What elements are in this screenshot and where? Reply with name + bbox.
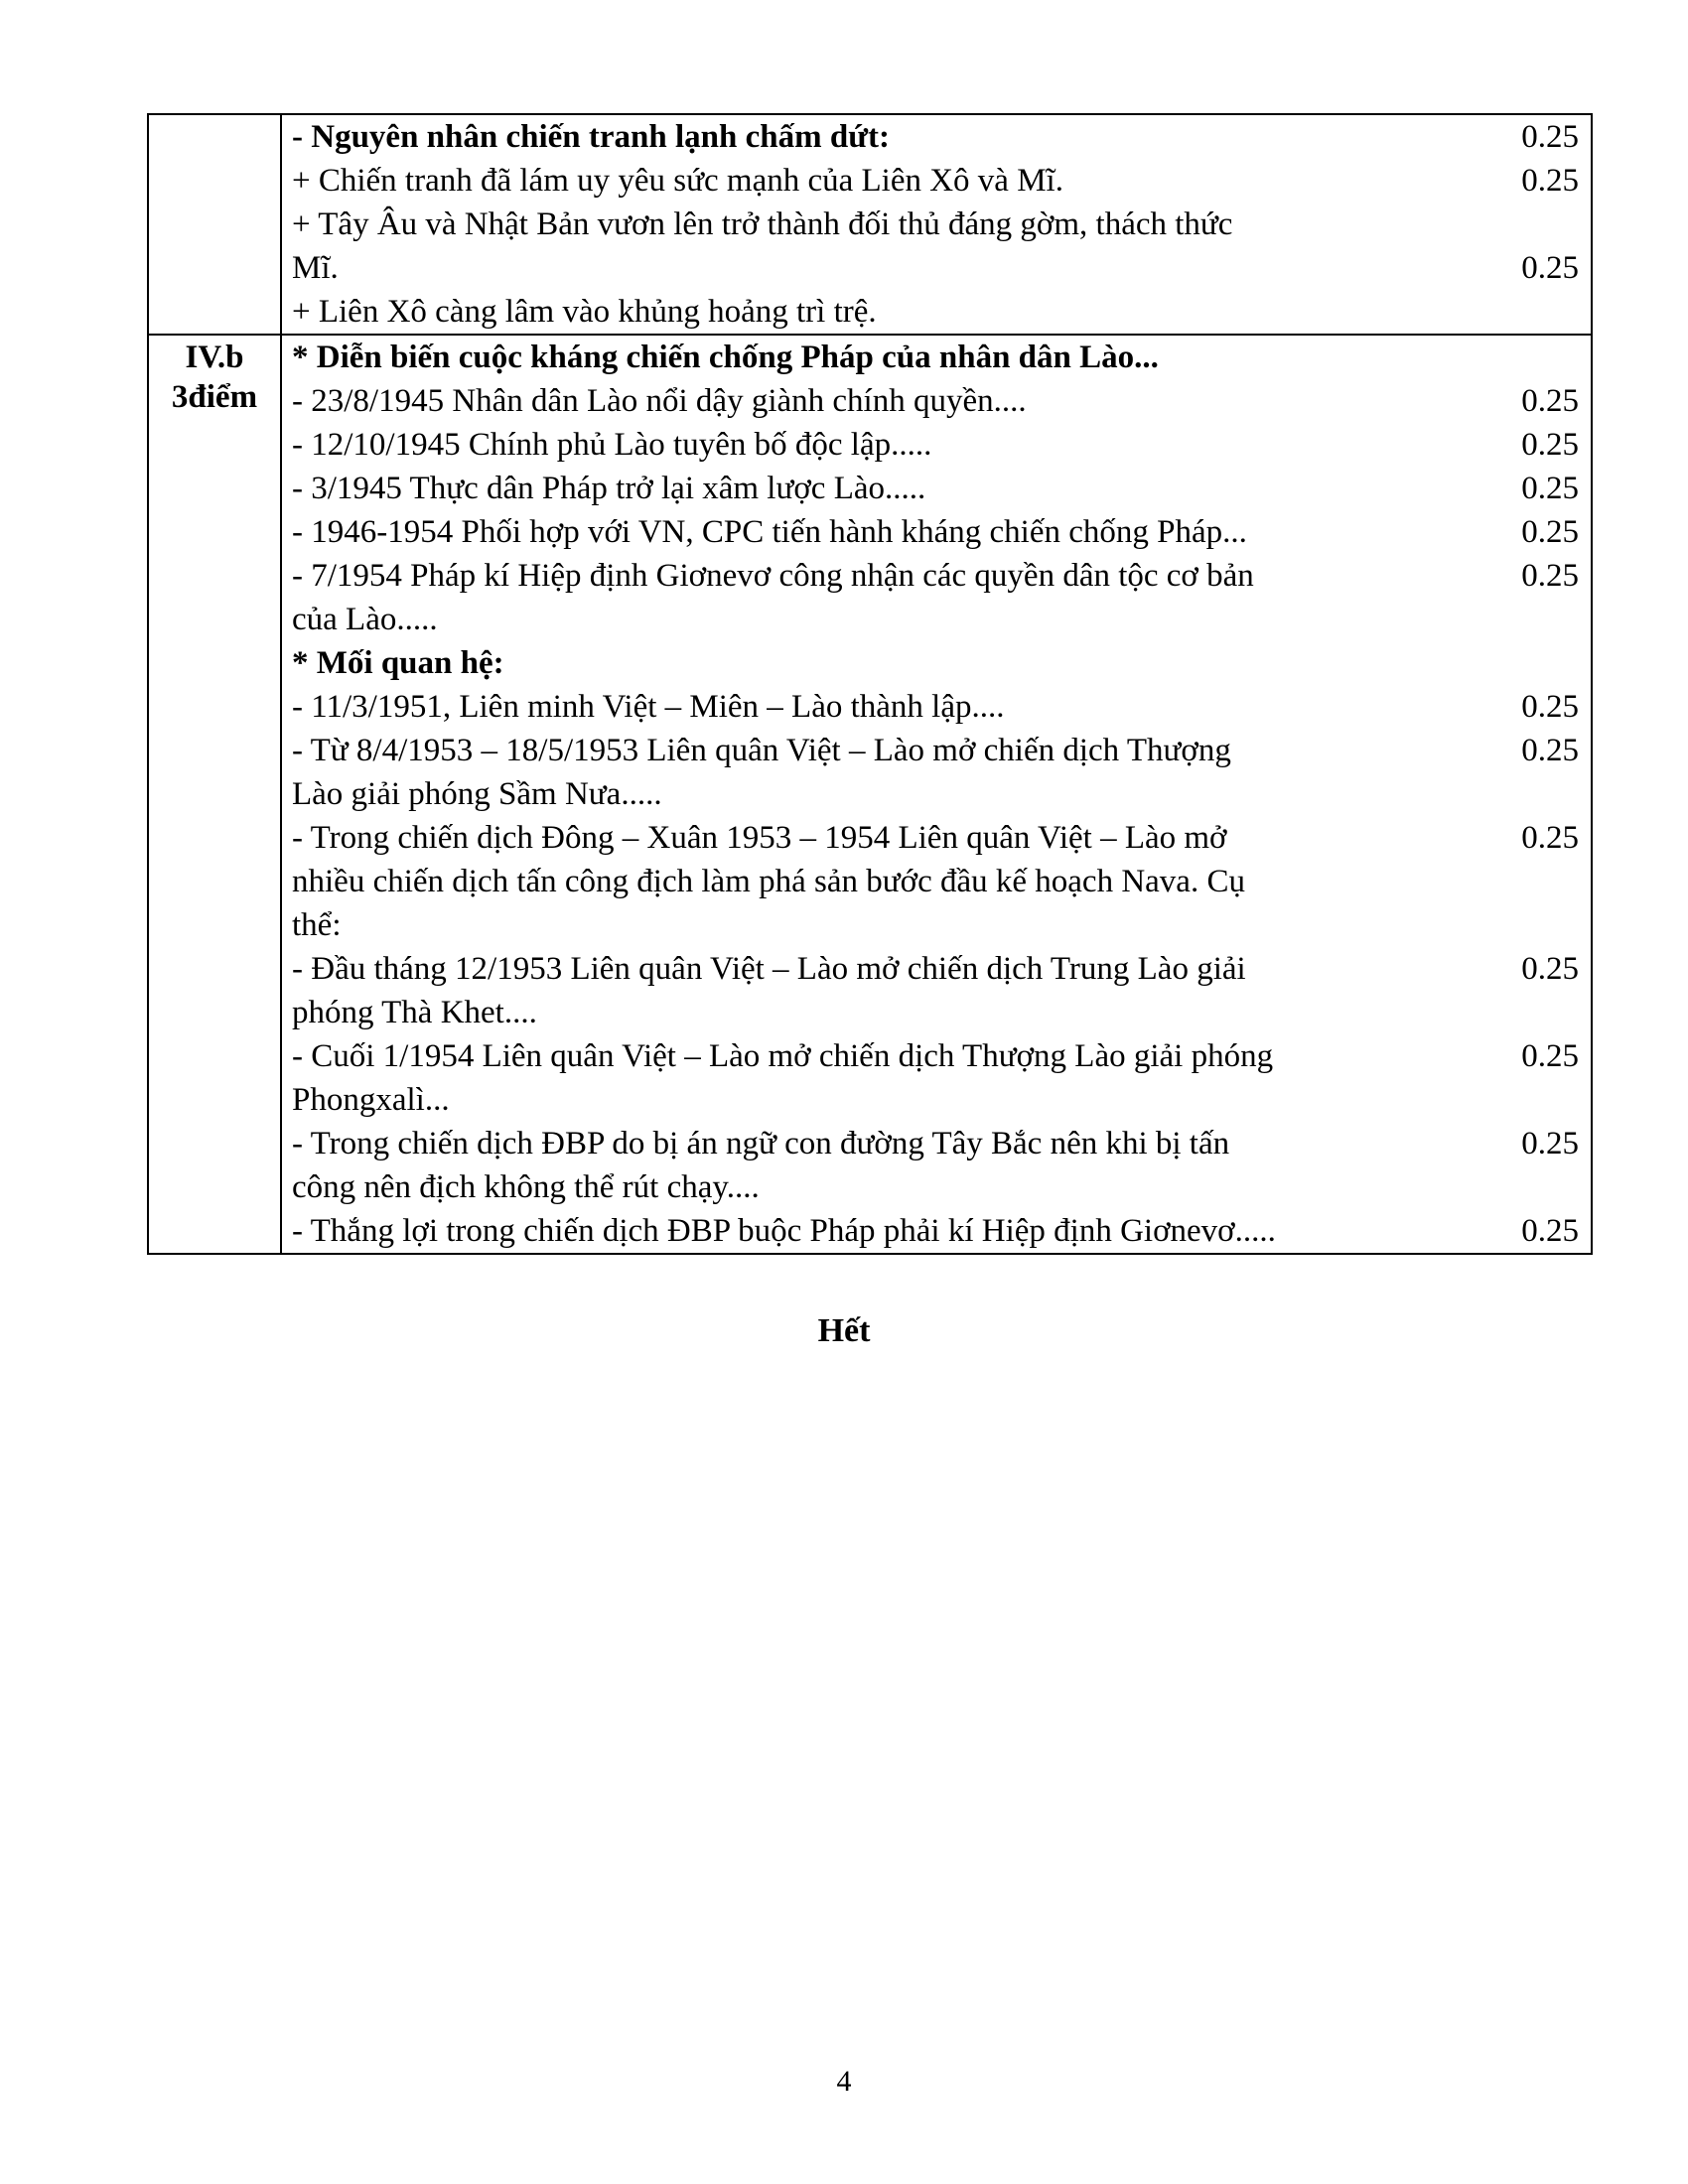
answer-text: thể: — [292, 907, 342, 943]
page-number: 4 — [836, 2065, 852, 2098]
answer-text: - 1946-1954 Phối hợp với VN, CPC tiến hành kháng chiến chống Pháp... — [292, 514, 1247, 550]
answer-text: + Tây Âu và Nhật Bản vươn lên trở thành đối thủ đáng gờm, thách thức — [292, 206, 1233, 242]
answer-line — [282, 115, 1591, 159]
answer-text: * Diễn biến cuộc kháng chiến chống Pháp của nhân dân Lào... — [292, 340, 1159, 375]
table-row — [148, 335, 1592, 1254]
content-cell — [281, 114, 1592, 335]
answer-text: + Liên Xô càng lâm vào khủng hoảng trì trệ. — [292, 294, 877, 330]
answer-text: Mĩ. — [292, 250, 339, 286]
score-value: 0.25 — [1521, 820, 1579, 856]
answer-text: - 7/1954 Pháp kí Hiệp định Giơnevơ công nhận các quyền dân tộc cơ bản — [292, 558, 1254, 594]
answer-line — [282, 991, 1591, 1034]
score-value — [1468, 772, 1591, 816]
score-value: 0.25 — [1521, 1213, 1579, 1249]
content-lines — [282, 336, 1591, 1253]
answer-text: công nên địch không thể rút chạy.... — [292, 1169, 760, 1205]
answer-line — [282, 1078, 1591, 1122]
answer-line — [282, 1122, 1591, 1165]
answer-line — [282, 423, 1591, 467]
score-value — [1468, 1165, 1591, 1209]
answer-line — [282, 510, 1591, 554]
score-value: 0.25 — [1521, 733, 1579, 768]
end-marker: Hết — [817, 1312, 871, 1349]
answer-text: - Trong chiến dịch ĐBP do bị án ngữ con đường Tây Bắc nên khi bị tấn — [292, 1126, 1230, 1161]
question-cell — [148, 114, 281, 335]
answer-text: - Trong chiến dịch Đông – Xuân 1953 – 1954 Liên quân Việt – Lào mở — [292, 820, 1227, 856]
answer-line — [282, 685, 1591, 729]
score-value — [1468, 903, 1591, 947]
answer-text: - 23/8/1945 Nhân dân Lào nổi dậy giành chính quyền.... — [292, 383, 1027, 419]
score-value: 0.25 — [1521, 1038, 1579, 1074]
score-value: 0.25 — [1521, 163, 1579, 199]
answer-line — [282, 903, 1591, 947]
answer-text: nhiều chiến dịch tấn công địch làm phá sản bước đầu kế hoạch Nava. Cụ — [292, 864, 1245, 899]
answer-line — [282, 159, 1591, 203]
answer-text: phóng Thà Khet.... — [292, 995, 537, 1030]
question-label: IV.b — [185, 340, 244, 375]
score-value: 0.25 — [1521, 689, 1579, 725]
answer-line — [282, 947, 1591, 991]
table-row — [148, 114, 1592, 335]
answer-line — [282, 772, 1591, 816]
content-cell — [281, 335, 1592, 1254]
answer-line — [282, 336, 1591, 379]
answer-text: Phongxalì... — [292, 1082, 450, 1118]
answer-line — [282, 1034, 1591, 1078]
score-value: 0.25 — [1521, 250, 1579, 286]
answer-text: của Lào..... — [292, 602, 438, 637]
answer-line — [282, 379, 1591, 423]
score-value: 0.25 — [1521, 558, 1579, 594]
score-value — [1468, 641, 1591, 685]
answer-text: - 12/10/1945 Chính phủ Lào tuyên bố độc lập..... — [292, 427, 932, 463]
answer-line — [282, 554, 1591, 598]
answer-line — [282, 641, 1591, 685]
answer-text: - 11/3/1951, Liên minh Việt – Miên – Lào thành lập.... — [292, 689, 1005, 725]
score-value: 0.25 — [1521, 471, 1579, 506]
answer-line — [282, 1165, 1591, 1209]
answer-line — [282, 467, 1591, 510]
answer-key-table — [147, 113, 1593, 1255]
answer-line — [282, 246, 1591, 290]
score-value — [1468, 290, 1591, 334]
score-value — [1468, 336, 1591, 379]
answer-line — [282, 1209, 1591, 1253]
score-value — [1468, 1078, 1591, 1122]
answer-text: Lào giải phóng Sầm Nưa..... — [292, 776, 662, 812]
score-value: 0.25 — [1521, 119, 1579, 155]
answer-line — [282, 598, 1591, 641]
score-value: 0.25 — [1521, 514, 1579, 550]
score-value: 0.25 — [1521, 427, 1579, 463]
answer-line — [282, 290, 1591, 334]
content-lines — [282, 115, 1591, 334]
answer-line — [282, 203, 1591, 246]
score-value: 0.25 — [1521, 383, 1579, 419]
answer-text: - Đầu tháng 12/1953 Liên quân Việt – Lào mở chiến dịch Trung Lào giải — [292, 951, 1246, 987]
answer-line — [282, 860, 1591, 903]
question-points: 3điểm — [171, 379, 258, 415]
score-value — [1468, 598, 1591, 641]
answer-line — [282, 729, 1591, 772]
answer-line — [282, 816, 1591, 860]
score-value — [1468, 860, 1591, 903]
score-value: 0.25 — [1521, 1126, 1579, 1161]
answer-text: - Từ 8/4/1953 – 18/5/1953 Liên quân Việt – Lào mở chiến dịch Thượng — [292, 733, 1231, 768]
question-cell — [148, 335, 281, 1254]
answer-text: - 3/1945 Thực dân Pháp trở lại xâm lược Lào..... — [292, 471, 926, 506]
answer-text: - Thắng lợi trong chiến dịch ĐBP buộc Pháp phải kí Hiệp định Giơnevơ..... — [292, 1213, 1276, 1249]
score-value: 0.25 — [1521, 951, 1579, 987]
answer-text: * Mối quan hệ: — [292, 645, 504, 681]
answer-text: - Nguyên nhân chiến tranh lạnh chấm dứt: — [292, 119, 890, 155]
answer-text: + Chiến tranh đã lám uy yêu sức mạnh của Liên Xô và Mĩ. — [292, 163, 1063, 199]
answer-text: - Cuối 1/1954 Liên quân Việt – Lào mở chiến dịch Thượng Lào giải phóng — [292, 1038, 1274, 1074]
score-value — [1468, 203, 1591, 246]
score-value — [1468, 991, 1591, 1034]
